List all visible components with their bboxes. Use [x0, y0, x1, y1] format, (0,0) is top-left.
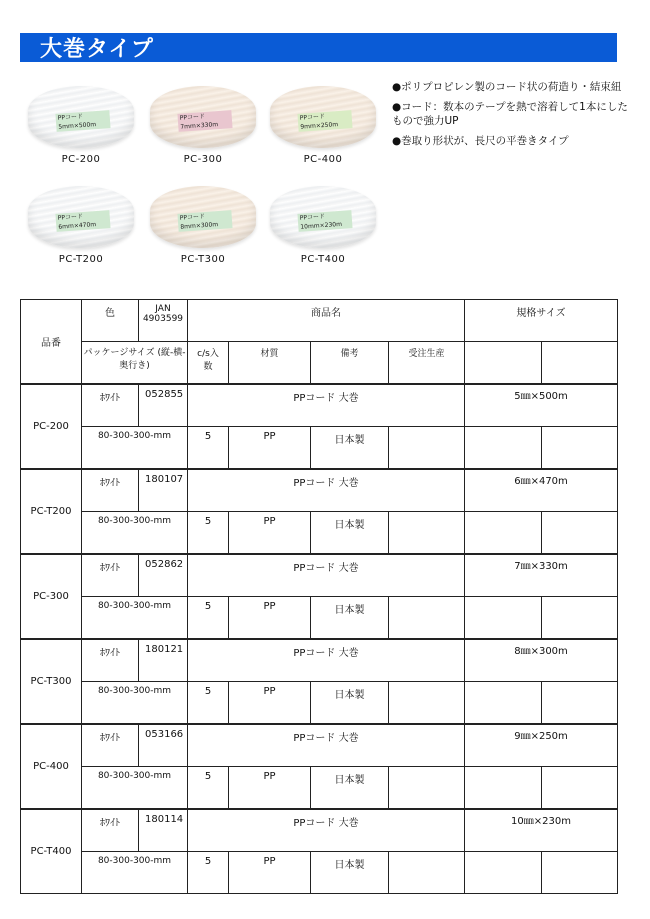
row-size: 8㎜×300m: [465, 640, 618, 682]
row-code: PC-200: [21, 385, 82, 469]
row-color: ﾎﾜｲﾄ: [82, 725, 139, 767]
row-package: 80-300-300-mm: [82, 427, 188, 469]
row-empty: [465, 767, 542, 809]
row-material: PP: [229, 427, 311, 469]
row-color: ﾎﾜｲﾄ: [82, 470, 139, 512]
row-cs: 5: [188, 852, 229, 894]
header-empty: [465, 342, 542, 384]
row-color: ﾎﾜｲﾄ: [82, 640, 139, 682]
row-jan: 180107: [139, 470, 188, 512]
row-empty: [542, 767, 618, 809]
header-note: 備考: [311, 342, 389, 384]
header-product-name: 商品名: [188, 300, 465, 342]
roll-label: PPコード 5mm×500m: [55, 110, 110, 132]
page-title: 大巻タイプ: [40, 37, 154, 62]
row-jan: 180121: [139, 640, 188, 682]
row-empty: [542, 682, 618, 724]
row-made-to-order: [389, 767, 465, 809]
row-made-to-order: [389, 597, 465, 639]
row-material: PP: [229, 852, 311, 894]
cord-roll-image: [150, 86, 256, 148]
roll-label: PPコード 9mm×250m: [297, 110, 352, 132]
header-spec-size: 規格サイズ: [465, 300, 618, 342]
row-package: 80-300-300-mm: [82, 597, 188, 639]
row-code: PC-T200: [21, 470, 82, 554]
cord-roll-image: [28, 186, 134, 248]
row-empty: [542, 427, 618, 469]
photo-pc-t400: [264, 176, 382, 272]
header-hinban: 品番: [21, 300, 82, 384]
cord-roll-image: [150, 186, 256, 248]
roll-label: PPコード 8mm×300m: [177, 210, 232, 232]
row-jan: 052862: [139, 555, 188, 597]
row-code: PC-T300: [21, 640, 82, 724]
row-made-to-order: [389, 852, 465, 894]
photo-caption: PC-400: [303, 154, 343, 165]
row-empty: [465, 512, 542, 554]
row-cs: 5: [188, 682, 229, 724]
row-code: PC-400: [21, 725, 82, 809]
feature-item: ●ポリプロピレン製のコード状の荷造り・結束紐: [392, 81, 622, 93]
row-package: 80-300-300-mm: [82, 512, 188, 554]
row-empty: [465, 427, 542, 469]
header-material: 材質: [229, 342, 311, 384]
roll-label: PPコード 6mm×470m: [55, 210, 110, 232]
product-photos: [22, 76, 380, 270]
cord-roll-image: [28, 86, 134, 148]
feature-item: ●巻取り形状が、長尺の平巻きタイプ: [392, 135, 569, 147]
row-empty: [542, 597, 618, 639]
roll-label: PPコード 10mm×230m: [297, 210, 352, 232]
photo-caption: PC-T300: [180, 254, 226, 265]
row-note: 日本製: [311, 512, 389, 554]
row-empty: [465, 682, 542, 724]
row-color: ﾎﾜｲﾄ: [82, 555, 139, 597]
row-note: 日本製: [311, 852, 389, 894]
row-made-to-order: [389, 512, 465, 554]
row-material: PP: [229, 597, 311, 639]
header-jan: JAN 4903599: [139, 300, 188, 342]
row-color: ﾎﾜｲﾄ: [82, 385, 139, 427]
photo-pc-t300: [144, 176, 262, 272]
row-size: 5㎜×500m: [465, 385, 618, 427]
row-note: 日本製: [311, 597, 389, 639]
row-empty: [465, 597, 542, 639]
row-empty: [542, 512, 618, 554]
row-material: PP: [229, 512, 311, 554]
row-product-name: PPコード 大巻: [188, 810, 465, 852]
title-banner: [20, 33, 617, 62]
header-cs-qty: c/s入数: [188, 342, 229, 384]
row-color: ﾎﾜｲﾄ: [82, 810, 139, 852]
row-note: 日本製: [311, 682, 389, 724]
row-product-name: PPコード 大巻: [188, 555, 465, 597]
feature-item: ●コード：数本のテープを熱で溶着して1本にしたもので強力UP: [392, 101, 628, 127]
photo-pc-t200: [22, 176, 140, 272]
row-size: 10㎜×230m: [465, 810, 618, 852]
row-material: PP: [229, 682, 311, 724]
cord-roll-image: [270, 186, 376, 248]
feature-list: [392, 80, 632, 154]
row-product-name: PPコード 大巻: [188, 470, 465, 512]
row-cs: 5: [188, 512, 229, 554]
header-package-size: パッケージサイズ (縦-横-奥行き): [82, 342, 188, 384]
row-package: 80-300-300-mm: [82, 767, 188, 809]
header-made-to-order: 受注生産: [389, 342, 465, 384]
row-size: 9㎜×250m: [465, 725, 618, 767]
row-code: PC-T400: [21, 810, 82, 894]
photo-caption: PC-T200: [58, 254, 104, 265]
photo-caption: PC-300: [183, 154, 223, 165]
row-material: PP: [229, 767, 311, 809]
row-product-name: PPコード 大巻: [188, 385, 465, 427]
row-empty: [542, 852, 618, 894]
row-cs: 5: [188, 427, 229, 469]
header-color: 色: [82, 300, 139, 342]
row-made-to-order: [389, 427, 465, 469]
row-note: 日本製: [311, 767, 389, 809]
row-jan: 053166: [139, 725, 188, 767]
row-empty: [465, 852, 542, 894]
roll-label: PPコード 7mm×330m: [177, 110, 232, 132]
photo-pc-300: [144, 76, 262, 172]
photo-caption: PC-200: [61, 154, 101, 165]
row-cs: 5: [188, 767, 229, 809]
row-product-name: PPコード 大巻: [188, 725, 465, 767]
row-package: 80-300-300-mm: [82, 852, 188, 894]
row-size: 7㎜×330m: [465, 555, 618, 597]
row-cs: 5: [188, 597, 229, 639]
photo-pc-200: [22, 76, 140, 172]
row-note: 日本製: [311, 427, 389, 469]
row-code: PC-300: [21, 555, 82, 639]
header-empty: [542, 342, 618, 384]
photo-pc-400: [264, 76, 382, 172]
row-made-to-order: [389, 682, 465, 724]
row-jan: 052855: [139, 385, 188, 427]
row-jan: 180114: [139, 810, 188, 852]
row-size: 6㎜×470m: [465, 470, 618, 512]
product-spec-table: [20, 299, 618, 894]
cord-roll-image: [270, 86, 376, 148]
row-package: 80-300-300-mm: [82, 682, 188, 724]
photo-caption: PC-T400: [300, 254, 346, 265]
row-product-name: PPコード 大巻: [188, 640, 465, 682]
